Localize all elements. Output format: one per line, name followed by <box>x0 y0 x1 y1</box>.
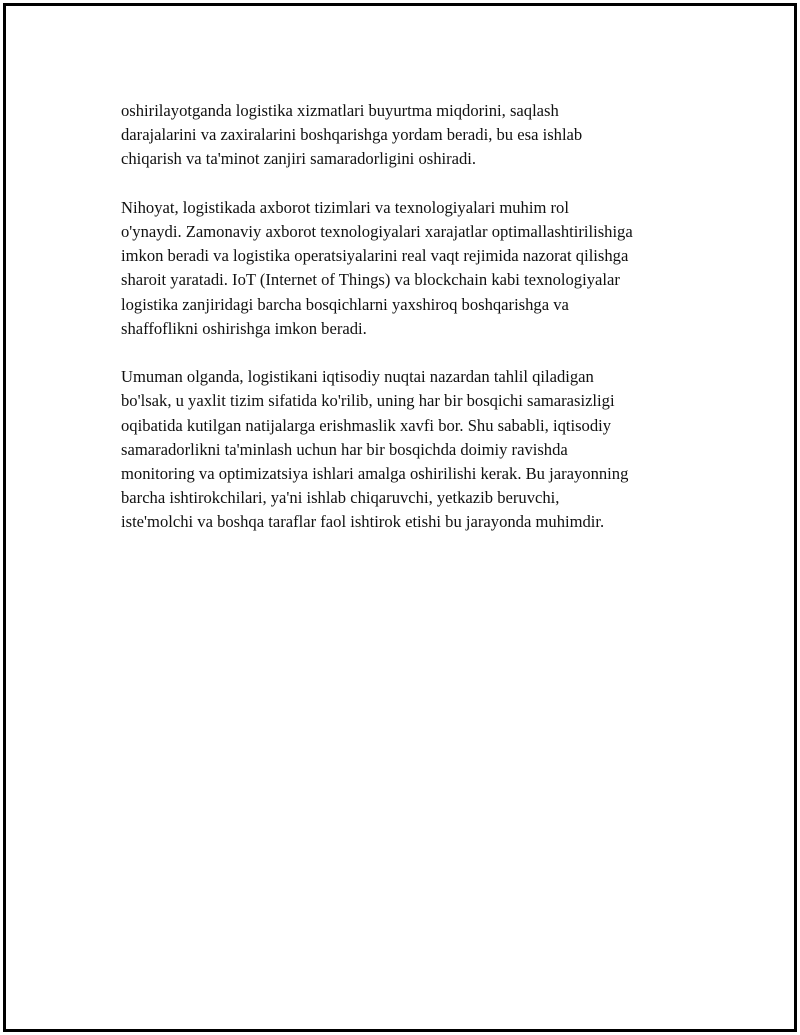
paragraph-1 <box>121 99 711 172</box>
text-line: samaradorlikni ta'minlash uchun har bir bosqichda doimiy ravishda <box>121 439 568 459</box>
text-line: iste'molchi va boshqa taraflar faol ishtirok etishi bu jarayonda muhimdir. <box>121 512 605 532</box>
text-line: barcha ishtirokchilari, ya'ni ishlab chiqaruvchi, yetkazib beruvchi, <box>121 488 560 508</box>
text-line: monitoring va optimizatsiya ishlari amalga oshirilishi kerak. Bu jarayonning <box>121 464 629 484</box>
text-line: logistika zanjiridagi barcha bosqichlarni yaxshiroq boshqarishga va <box>121 294 569 314</box>
text-line: Umuman olganda, logistikani iqtisodiy nuqtai nazardan tahlil qiladigan <box>121 367 594 387</box>
text-line: bo'lsak, u yaxlit tizim sifatida ko'rilib, uning har bir bosqichi samarasizligi <box>121 391 615 411</box>
text-line: imkon beradi va logistika operatsiyalarini real vaqt rejimida nazorat qilishga <box>121 246 629 266</box>
document-body <box>121 99 711 559</box>
text-line: oshirilayotganda logistika xizmatlari buyurtma miqdorini, saqlash <box>121 101 559 120</box>
text-line: darajalarini va zaxiralarini boshqarishga yordam beradi, bu esa ishlab <box>121 125 583 145</box>
text-line: shaffoflikni oshirishga imkon beradi. <box>121 318 367 338</box>
text-line: oqibatida kutilgan natijalarga erishmaslik xavfi bor. Shu sababli, iqtisodiy <box>121 415 612 435</box>
page-frame <box>3 3 797 1032</box>
paragraph-3 <box>121 365 711 534</box>
paragraph-2 <box>121 196 711 341</box>
text-line: Nihoyat, logistikada axborot tizimlari va texnologiyalari muhim rol <box>121 197 569 217</box>
text-line: chiqarish va ta'minot zanjiri samaradorligini oshiradi. <box>121 149 477 169</box>
text-line: sharoit yaratadi. IoT (Internet of Things) va blockchain kabi texnologiyalar <box>121 270 620 290</box>
text-line: o'ynaydi. Zamonaviy axborot texnologiyalari xarajatlar optimallashtirilishiga <box>121 222 633 241</box>
